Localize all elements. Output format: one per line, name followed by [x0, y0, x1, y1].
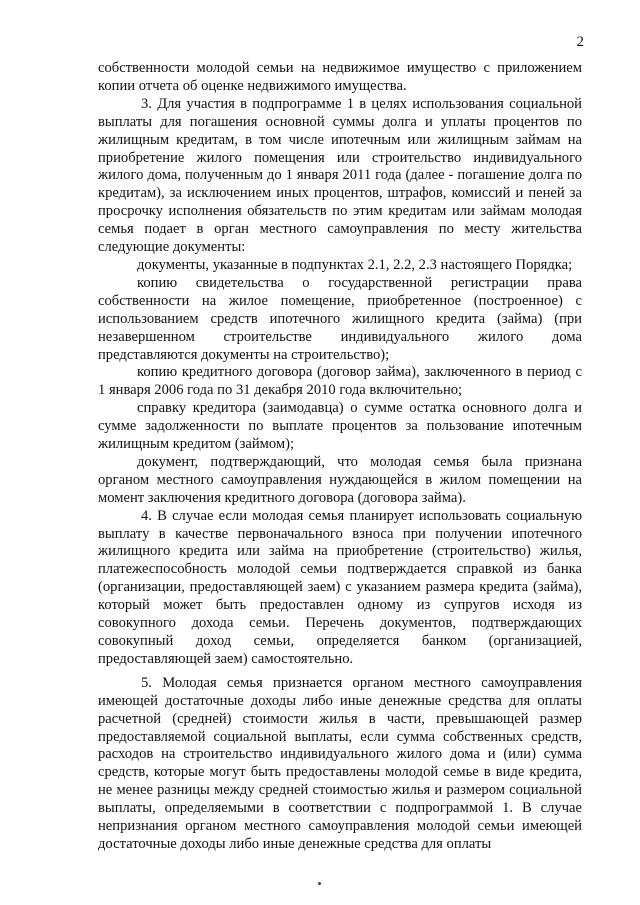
list-entry-credit-agreement: копию кредитного договора (договор займа), заключенного в период с 1 января 2006 года по 31 декабря 2010 года включительно;: [98, 364, 582, 399]
paragraph-continuation: собственности молодой семьи на недвижимое имущество с приложением копии отчета об оценке недвижимого имущества.: [98, 60, 582, 94]
list-entry-creditor-statement: справку кредитора (заимодавца) о сумме остатка основного долга и сумме задолженности по выплате процентов за пользование ипотечным жилищным кредитом (займом);: [98, 400, 582, 453]
list-entry-certificate-copy: копию свидетельства о государственной регистрации права собственности на жилое помещение, приобретенное (построенное) с использованием средств ипотечного жилищного кредита (займа) (при незавершенном строительстве индивидуального жилого дома представляются документы на строительство);: [98, 274, 582, 363]
scan-mark: [318, 882, 321, 885]
paragraph-item-5: 5. Молодая семья признается органом местного самоуправления имеющей достаточные доходы либо иные денежные средства для оплаты расчетной (средней) стоимости жилья в части, превышающей размер предоставляемой социальной выплаты, если сумма собственных средств, расходов на строительство индивидуального жилого дома и (или) сумма средств, которые могут быть предоставлены молодой семье в виде кредита, не менее разницы между средней стоимостью жилья и размером социальной выплаты, определяемыми в соответствии с подпрограммой 1. В случае непризнания органом местного самоуправления молодой семьи имеющей достаточные доходы либо иные денежные средства для оплаты: [98, 674, 582, 852]
list-entry-documents: документы, указанные в подпунктах 2.1, 2.2, 2.3 настоящего Порядка;: [137, 256, 573, 273]
page-number: 2: [576, 34, 584, 50]
list-entry-need-document: документ, подтверждающий, что молодая семья была признана органом местного самоуправления нуждающейся в жилом помещении на момент заключения кредитного договора (договора займа).: [98, 453, 582, 506]
paragraph-item-3: 3. Для участия в подпрограмме 1 в целях использования социальной выплаты для погашения основной суммы долга и уплаты процентов по жилищным кредитам, в том числе ипотечным или жилищным займам на приобретение жилого помещения или строительство индивидуального жилого дома, полученным до 1 января 2011 года (далее - погашение долга по кредитам), за исключением иных процентов, штрафов, комиссий и пеней за просрочку исполнения обязательств по этим кредитам или займам молодая семья подает в орган местного самоуправления по месту жительства следующие документы:: [98, 95, 582, 256]
paragraph-item-4: 4. В случае если молодая семья планирует использовать социальную выплату в качестве первоначального взноса при получении ипотечного жилищного кредита или займа на приобретение (строительство) жилья, платежеспособность молодой семьи подтверждается справкой из банка (организации, предоставляющей заем) с указанием размера кредита (займа), который может быть предоставлен одному из супругов исходя из совокупного дохода семьи. Перечень документов, подтверждающих совокупный доход семьи, определяется банком (организацией, предоставляющей заем) самостоятельно.: [98, 507, 582, 667]
document-body: [98, 60, 582, 854]
